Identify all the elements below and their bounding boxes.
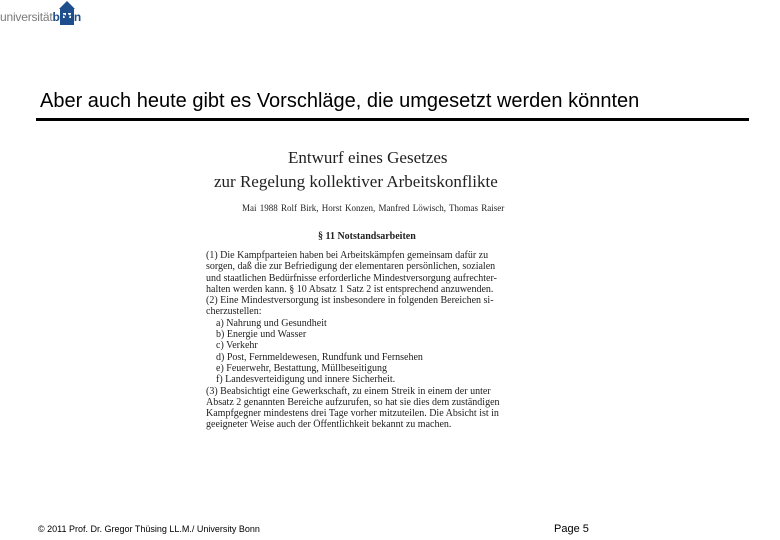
- document-line: Absatz 2 genannten Bereiche aufzurufen, so hat sie dies dem zuständigen: [206, 396, 500, 408]
- university-logo: [0, 0, 80, 32]
- footer-copyright: © 2011 Prof. Dr. Gregor Thüsing LL.M./ University Bonn: [38, 524, 260, 534]
- document-line: geeigneter Weise auch der Öffentlichkeit bekannt zu machen.: [206, 419, 452, 431]
- document-line: c) Verkehr: [216, 340, 258, 352]
- document-line: e) Feuerwehr, Bestattung, Müllbeseitigung: [216, 362, 387, 374]
- logo-name: bonn: [52, 10, 82, 24]
- slide-title: Aber auch heute gibt es Vorschläge, die umgesetzt werden könnten: [40, 90, 640, 112]
- logo-prefix: universität: [0, 10, 53, 24]
- document-title-line2: zur Regelung kollektiver Arbeitskonflikte: [214, 172, 498, 191]
- document-line: cherzustellen:: [206, 306, 262, 318]
- section-heading: § 11 Notstandsarbeiten: [318, 231, 416, 242]
- document-line: sorgen, daß die zur Befriedigung der elementaren persönlichen, sozialen: [206, 261, 496, 273]
- logo-wordmark: [0, 10, 81, 24]
- document-line: (2) Eine Mindestversorgung ist insbesondere in folgenden Bereichen si-: [206, 295, 494, 307]
- document-line: Kampfgegner mindestens drei Tage vorher mitzuteilen. Die Absicht ist in: [206, 408, 499, 420]
- document-line: f) Landesverteidigung und innere Sicherheit.: [216, 374, 396, 386]
- document-line: d) Post, Fernmeldewesen, Rundfunk und Fernsehen: [216, 351, 423, 363]
- document-meta: Mai 1988 Rolf Birk, Horst Konzen, Manfred Löwisch, Thomas Raiser: [242, 203, 505, 213]
- document-line: a) Nahrung und Gesundheit: [216, 317, 327, 329]
- document-line: (1) Die Kampfparteien haben bei Arbeitskämpfen gemeinsam dafür zu: [206, 250, 489, 261]
- document-line: halten werden kann. § 10 Absatz 1 Satz 2 ist entsprechend anzuwenden.: [206, 283, 494, 295]
- page-number: Page 5: [554, 523, 589, 535]
- scanned-document: [200, 140, 560, 500]
- document-title-line1: Entwurf eines Gesetzes: [288, 148, 448, 167]
- document-line: (3) Beabsichtigt eine Gewerkschaft, zu einem Streik in einem der unter: [206, 385, 491, 397]
- document-line: b) Energie und Wasser: [216, 329, 307, 341]
- document-body: [206, 250, 558, 431]
- title-divider: [36, 118, 749, 121]
- document-line: und staatlichen Bedürfnisse erforderliche Mindestversorgung aufrechter-: [206, 272, 497, 284]
